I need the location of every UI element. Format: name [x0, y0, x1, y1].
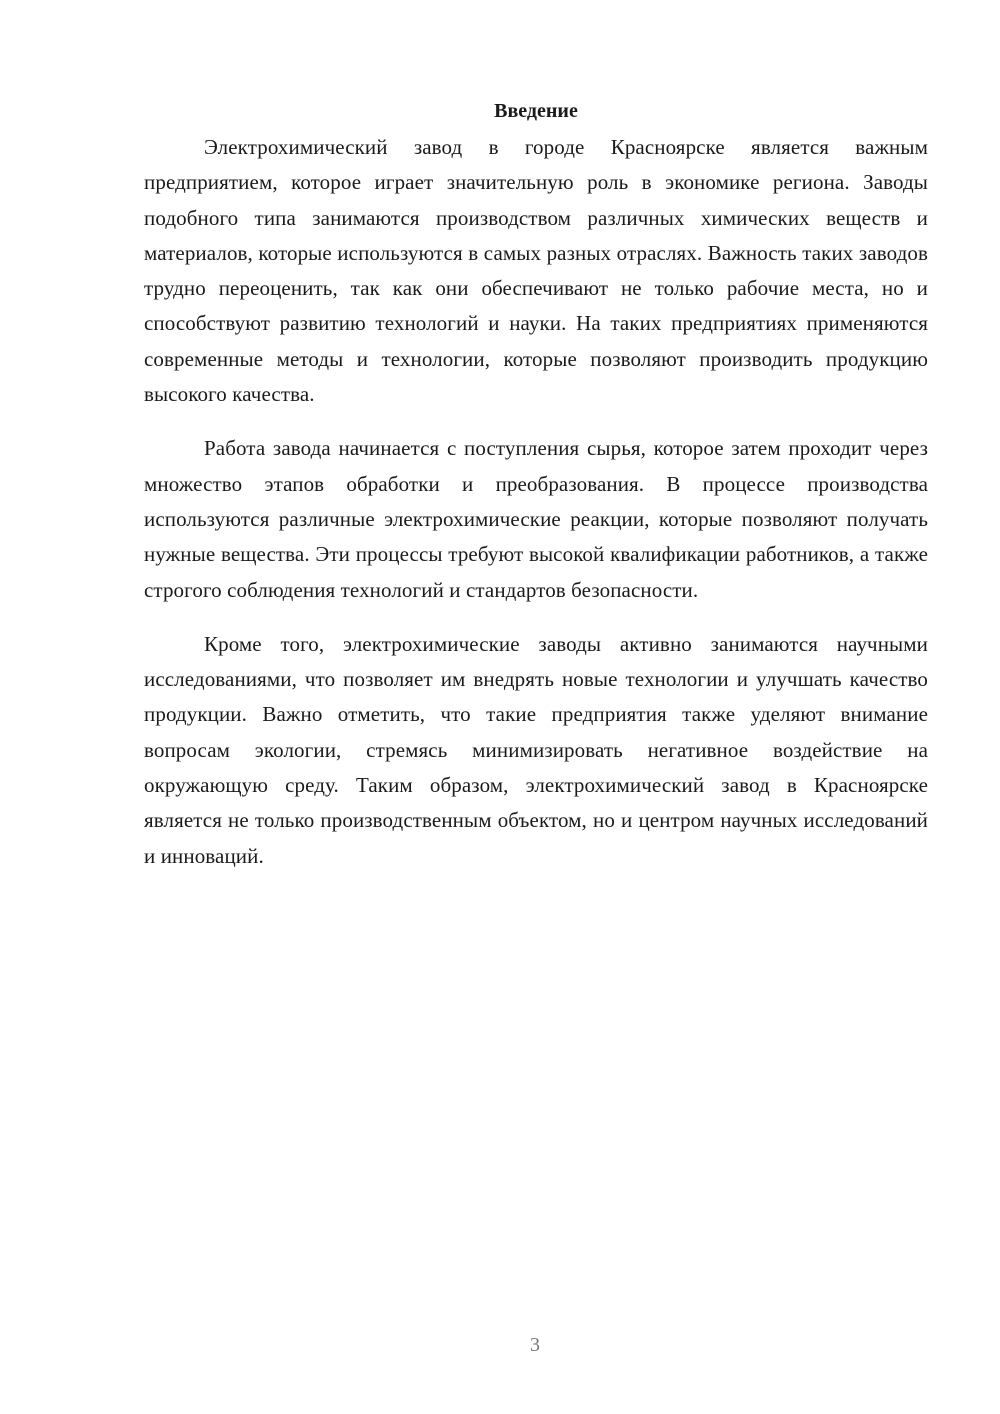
paragraph-1: Электрохимический завод в городе Красноярске является важным предприятием, которое играет значительную роль в экономике региона. Заводы подобного типа занимаются производством различных химических веществ и материалов, которые используются в самых разных отраслях. Важность таких заводов трудно переоценить, так как они обеспечивают не только рабочие места, но и способствуют развитию технологий и науки. На таких предприятиях применяются современные методы и технологии, которые позволяют производить продукцию высокого качества. [144, 135, 928, 407]
document-body [144, 96, 928, 893]
paragraph-3: Кроме того, электрохимические заводы активно занимаются научными исследованиями, что позволяет им внедрять новые технологии и улучшать качество продукции. Важно отметить, что такие предприятия также уделяют внимание вопросам экологии, стремясь минимизировать негативное воздействие на окружающую среду. Таким образом, электрохимический завод в Красноярске является не только производственным объектом, но и центром научных исследований и инноваций. [144, 631, 928, 868]
section-title: Введение [494, 100, 578, 122]
paragraph-2: Работа завода начинается с поступления сырья, которое затем проходит через множество этапов обработки и преобразования. В процессе производства используются различные электрохимические реакции, которые позволяют получать нужные вещества. Эти процессы требуют высокой квалификации работников, а также строгого соблюдения технологий и стандартов безопасности. [144, 436, 928, 602]
page-number: 3 [530, 1334, 540, 1356]
